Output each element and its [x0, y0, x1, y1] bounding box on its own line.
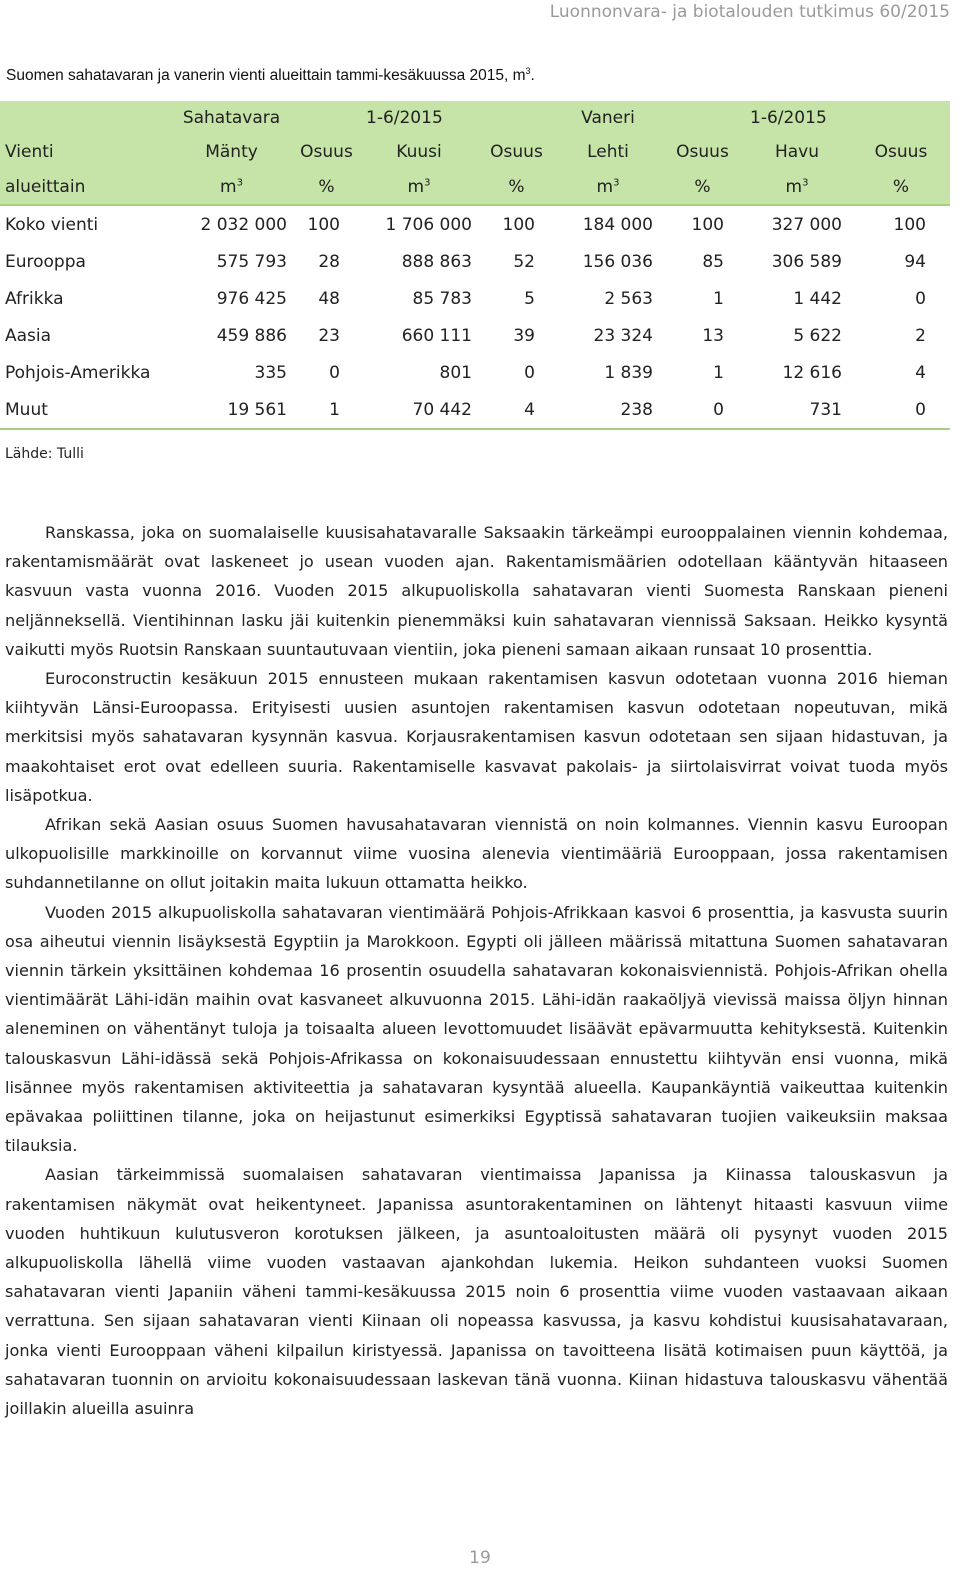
value-cell: 1 706 000: [385, 214, 472, 235]
region-cell: Aasia: [5, 325, 52, 346]
header-cell: Kuusi: [396, 142, 442, 162]
value-cell: 156 036: [582, 251, 653, 272]
header-unit-cell: [742, 169, 852, 205]
table-source: Lähde: Tulli: [5, 446, 84, 462]
table-row: [0, 317, 950, 354]
value-cell: 39: [513, 325, 535, 346]
export-table: [0, 101, 950, 430]
value-cell: 19 561: [168, 391, 295, 429]
value-cell: 801: [439, 362, 472, 383]
value-cell: 28: [318, 251, 340, 272]
page-number: 19: [469, 1548, 491, 1568]
header-row-1: [0, 101, 950, 135]
value-cell: 4: [480, 391, 553, 429]
value-cell: 52: [513, 251, 535, 272]
value-cell: 12 616: [782, 362, 842, 383]
header-cell: 1-6/2015: [750, 108, 827, 128]
header-cell: [480, 101, 553, 135]
value-cell: 100: [502, 214, 535, 235]
paragraph: Ranskassa, joka on suomalaiselle kuusisahatavaralle Saksaakin tärkeämpi eurooppalainen viennin kohdemaa, rakentamismäärät ovat laskeneet jo usean vuoden ajan. Rakentamismäärien odotellaan kääntyvän hitaaseen kasvuun vasta vuonna 2016. Vuoden 2015 alkupuoliskolla sahatavaran vienti Suomesta Ranskaan pieneni neljänneksellä. Vientihinnan lasku jäi kuitenkin pienemmäksi kuin sahatavaran viennissä Saksaan. Heikko kysyntä vaikutti myös Ruotsin Ranskaan suuntautuvaan vientiin, joka pieneni samaan aikaan runsaat 10 prosenttia.: [5, 523, 948, 659]
value-cell: 94: [904, 251, 926, 272]
header-row-2: [0, 135, 950, 169]
value-cell: 5: [524, 288, 535, 309]
value-cell: 660 111: [401, 325, 472, 346]
value-cell: 327 000: [771, 214, 842, 235]
value-cell: 100: [307, 214, 340, 235]
value-cell: 23 324: [593, 325, 653, 346]
unit-superscript: 3: [236, 176, 243, 188]
header-cell: %: [295, 169, 358, 205]
value-cell: 888 863: [401, 251, 472, 272]
body-text: [5, 518, 948, 1423]
paragraph: Euroconstructin kesäkuun 2015 ennusteen mukaan rakentamisen kasvun odotetaan vuonna 2016 hieman kiihtyvän Länsi-Euroopassa. Erityisesti uusien asuntojen rakentamisen kasvun odotetaan nopeutuvan, mikä merkitsisi myös sahatavaran kysynnän kasvua. Korjausrakentamisen kasvun odotetaan sen sijaan hidastuvan, ja maakohtaiset erot ovat edelleen suuria. Rakentamiselle kasvavat pakolais- ja siirtolaisvirrat voivat tuoda myös lisäpotkua.: [5, 669, 948, 805]
value-cell: 976 425: [216, 288, 287, 309]
value-cell: 184 000: [582, 214, 653, 235]
header-cell: [0, 101, 168, 135]
value-cell: 0: [915, 288, 926, 309]
value-cell: 1 442: [793, 288, 842, 309]
header-cell: [852, 101, 950, 135]
header-cell: Lehti: [587, 142, 629, 162]
value-cell: 2 032 000: [200, 214, 287, 235]
unit-text: m: [785, 176, 803, 197]
value-cell: 70 442: [358, 391, 480, 429]
header-cell: Sahatavara: [182, 108, 281, 128]
value-cell: 2 563: [604, 288, 653, 309]
value-cell: 85: [702, 251, 724, 272]
value-cell: 335: [254, 362, 287, 383]
table-row: [0, 354, 950, 391]
header-cell: Havu: [774, 142, 820, 162]
table-row: [0, 391, 950, 429]
header-cell: Vaneri: [581, 108, 635, 128]
header-cell: %: [852, 169, 950, 205]
header-cell: Vienti: [5, 142, 54, 162]
header-cell: Osuus: [874, 142, 928, 162]
value-cell: 575 793: [216, 251, 287, 272]
value-cell: 4: [915, 362, 926, 383]
value-cell: 13: [702, 325, 724, 346]
value-cell: 1: [713, 288, 724, 309]
header-cell: %: [663, 169, 742, 205]
unit-superscript: 3: [802, 176, 809, 188]
value-cell: 2: [915, 325, 926, 346]
header-row-3: [0, 169, 950, 205]
region-cell: Muut: [0, 391, 168, 429]
region-cell: Koko vienti: [5, 214, 99, 235]
value-cell: 306 589: [771, 251, 842, 272]
header-cell: alueittain: [0, 169, 168, 205]
value-cell: 238: [553, 391, 663, 429]
table-row: [0, 280, 950, 317]
value-cell: 731: [742, 391, 852, 429]
value-cell: 1: [713, 362, 724, 383]
paragraph: Afrikan sekä Aasian osuus Suomen havusahatavaran viennistä on noin kolmannes. Viennin kasvu Euroopan ulkopuolisille markkinoille on korvannut viime vuosina alenevia vientimääriä Eurooppaan, jossa rakentamisen suhdannetilanne on ollut joitakin maita lukuun ottamatta heikko.: [5, 815, 948, 893]
running-header: Luonnonvara- ja biotalouden tutkimus 60/2015: [549, 2, 950, 22]
header-cell: Osuus: [300, 142, 353, 162]
unit-superscript: 3: [424, 176, 431, 188]
value-cell: 5 622: [793, 325, 842, 346]
value-cell: 0: [524, 362, 535, 383]
value-cell: 0: [329, 362, 340, 383]
caption-superscript: 3: [525, 66, 531, 76]
value-cell: 0: [852, 391, 950, 429]
header-cell: [295, 101, 358, 135]
value-cell: 85 783: [412, 288, 472, 309]
value-cell: 23: [318, 325, 340, 346]
region-cell: Afrikka: [5, 288, 64, 309]
unit-superscript: 3: [613, 176, 620, 188]
value-cell: 459 886: [216, 325, 287, 346]
value-cell: 1 839: [604, 362, 653, 383]
table-row: [0, 205, 950, 243]
value-cell: 100: [691, 214, 724, 235]
table-body: [0, 205, 950, 429]
header-unit-cell: [553, 169, 663, 205]
table-caption: [6, 66, 535, 85]
header-cell: Osuus: [676, 142, 729, 162]
unit-text: m: [596, 176, 614, 197]
caption-text: Suomen sahatavaran ja vanerin vienti alueittain tammi-kesäkuussa 2015, m: [6, 67, 526, 85]
header-cell: %: [480, 169, 553, 205]
paragraph: Aasian tärkeimmissä suomalaisen sahatavaran vientimaissa Japanissa ja Kiinassa talouskasvun ja rakentamisen näkymät ovat heikentyneet. Japanissa asuntorakentaminen on lähtenyt hitaasti kasvuun viime vuoden huhtikuun kulutusveron korotuksen jälkeen, ja asuntoaloitusten määrä oli pysynyt vuoden 2015 alkupuoliskolla lähellä viime vuoden vastaavan ajankohdan lukemia. Heikon suhdanteen vuoksi Suomen sahatavaran vienti Japaniin väheni tammi-kesäkuussa 2015 noin 6 prosenttia viime vuoden vastaavaan aikaan verrattuna. Sen sijaan sahatavaran vienti Kiinaan oli nopeassa kasvussa, ja kasvu kohdistui kuusisahatavaraan, jonka vienti Eurooppaan väheni kilpailun kiristyessä. Japanissa on tavoitteena lisätä kotimaisen puun käyttöä, ja sahatavaran tuonnin on arvioitu kokonaisuudessaan laskevan tänä vuonna. Kiinan hidastuva talouskasvu vähentää joillakin alueilla asuinra: [5, 1165, 948, 1419]
header-cell: 1-6/2015: [366, 108, 443, 128]
region-cell: Eurooppa: [5, 251, 86, 272]
caption-end: .: [530, 67, 535, 85]
header-unit-cell: [168, 169, 295, 205]
value-cell: 0: [663, 391, 742, 429]
header-cell: Osuus: [490, 142, 543, 162]
header-cell: Mänty: [205, 142, 258, 162]
header-unit-cell: [358, 169, 480, 205]
unit-text: m: [407, 176, 425, 197]
unit-text: m: [220, 176, 237, 197]
value-cell: 48: [318, 288, 340, 309]
table-row: [0, 243, 950, 280]
value-cell: 1: [295, 391, 358, 429]
header-cell: [663, 101, 742, 135]
paragraph: Vuoden 2015 alkupuoliskolla sahatavaran vientimäärä Pohjois-Afrikkaan kasvoi 6 prosenttia, ja kasvusta suurin osa aiheutui viennin lisäyksestä Egyptiin ja Marokkoon. Egypti oli jälleen määrissä mitattuna Suomen sahatavaran viennin tärkein yksittäinen kohdemaa 16 prosentin osuudella sahatavaran kokonaisviennistä. Pohjois-Afrikan ohella vientimäärät Lähi-idän maihin ovat kasvaneet alkuvuonna 2015. Lähi-idän raakaöljyä vievissä maissa öljyn hinnan aleneminen on vähentänyt tuloja ja toisaalta alueen levottomuudet lisäävät epävarmuutta kehityksestä. Kuitenkin talouskasvun Lähi-idässä sekä Pohjois-Afrikassa on kokonaisuudessaan ennustettu kiihtyvän ensi vuonna, mikä lisännee myös rakentamisen aktiviteettia ja sahatavaran kysyntää alueella. Kaupankäyntiä vaikeuttaa kuitenkin epävakaa poliittinen tilanne, joka on heijastunut esimerkiksi Egyptissä sahatavaran tuojien vaikeuksiin maksaa tilauksia.: [5, 902, 948, 1156]
region-cell: Pohjois-Amerikka: [5, 362, 151, 383]
value-cell: 100: [893, 214, 926, 235]
